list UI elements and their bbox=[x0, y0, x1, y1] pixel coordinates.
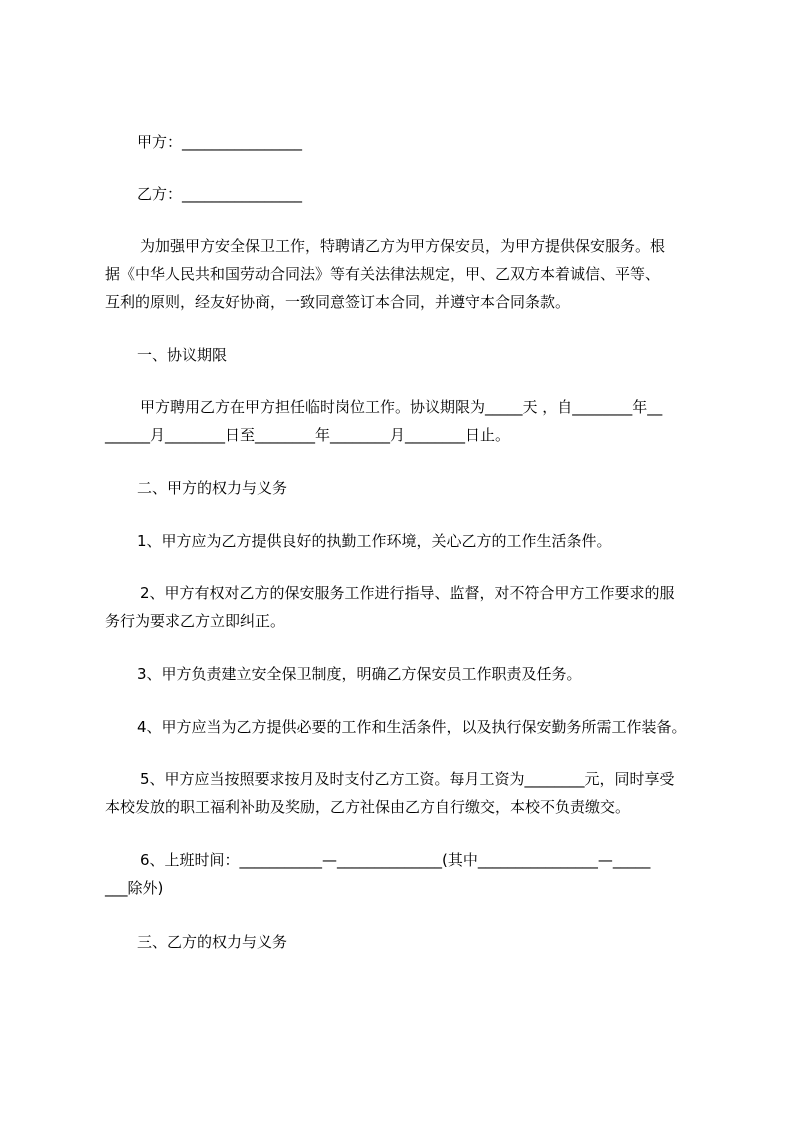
section-2-item-2-line-2: 务行为要求乙方立即纠正。 bbox=[105, 612, 286, 630]
party-b-line: 乙方：________________ bbox=[137, 185, 303, 203]
intro-line-3: 互利的原则，经友好协商，一致同意签订本合同，并遵守本合同条款。 bbox=[105, 293, 571, 311]
section-2-item-1: 1、甲方应为乙方提供良好的执勤工作环境，关心乙方的工作生活条件。 bbox=[137, 532, 612, 550]
section-2-item-5-line-1: 5、甲方应当按照要求按月及时支付乙方工资。每月工资为________元，同时享受 bbox=[140, 770, 675, 788]
party-a-line: 甲方：________________ bbox=[137, 133, 303, 151]
section-2-item-6-line-1: 6、上班时间：___________—______________(其中________________—_____ bbox=[140, 851, 651, 869]
section-2-item-5-line-2: 本校发放的职工福利补助及奖励，乙方社保由乙方自行缴交，本校不负责缴交。 bbox=[105, 798, 631, 816]
section-3-heading: 三、乙方的权力与义务 bbox=[137, 933, 288, 951]
section-1-line-1: 甲方聘用乙方在甲方担任临时岗位工作。协议期限为_____天 ，自________年__ bbox=[140, 398, 663, 416]
section-1-heading: 一、协议期限 bbox=[137, 346, 228, 364]
intro-line-2: 据《中华人民共和国劳动合同法》等有关法律法规定，甲、乙双方本着诚信、平等、 bbox=[105, 265, 661, 283]
intro-line-1: 为加强甲方安全保卫工作，特聘请乙方为甲方保安员，为甲方提供保安服务。根 bbox=[140, 237, 666, 255]
section-2-heading: 二、甲方的权力与义务 bbox=[137, 479, 288, 497]
section-2-item-2-line-1: 2、甲方有权对乙方的保安服务工作进行指导、监督，对不符合甲方工作要求的服 bbox=[140, 584, 675, 602]
section-2-item-6-line-2: ___除外) bbox=[105, 879, 164, 897]
section-2-item-3: 3、甲方负责建立安全保卫制度，明确乙方保安员工作职责及任务。 bbox=[137, 665, 582, 683]
section-1-line-2: ______月________日至________年________月________日止。 bbox=[105, 426, 511, 444]
section-2-item-4: 4、甲方应当为乙方提供必要的工作和生活条件，以及执行保安勤务所需工作装备。 bbox=[137, 718, 687, 736]
